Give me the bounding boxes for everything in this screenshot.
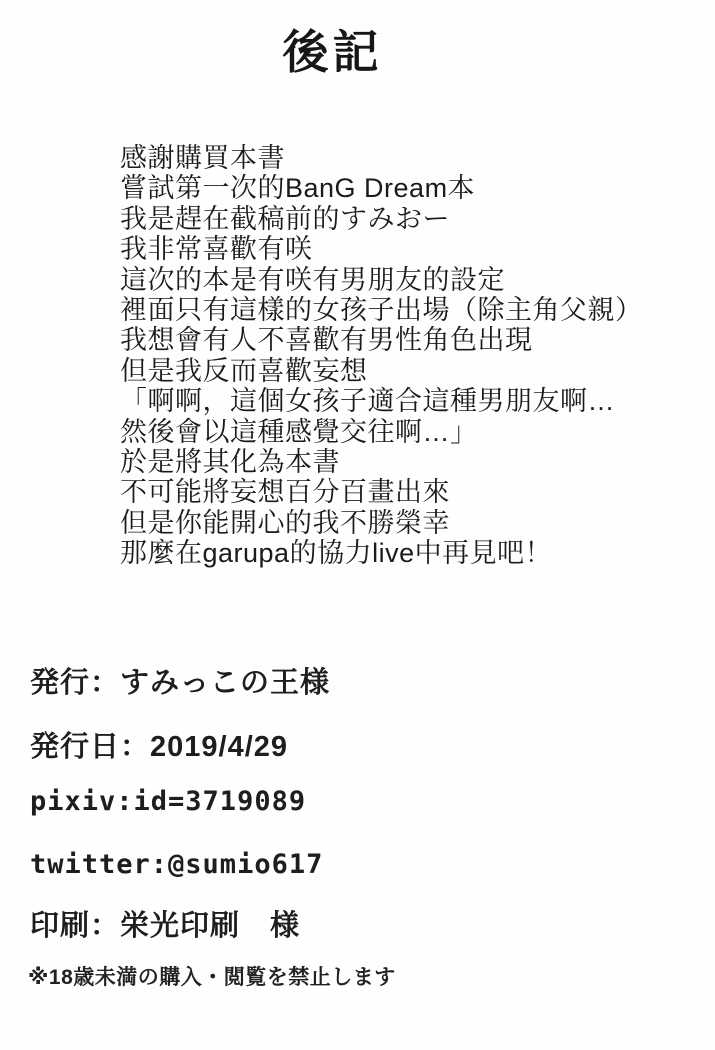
afterword-line: 那麼在garupa的協力live中再見吧！ [120,538,553,569]
afterword-line: 我非常喜歡有咲 [120,234,313,265]
publisher-line: 発行：すみっこの王様 [30,667,331,699]
afterword-line: 但是我反而喜歡妄想 [120,355,368,386]
age-disclaimer: ※18歳未満の購入・閲覧を禁止します [28,966,396,989]
afterword-line: 我想會有人不喜歡有男性角色出現 [120,325,533,356]
twitter-handle-line: twitter:@sumio617 [30,849,324,880]
afterword-line: 嘗試第一次的BanG Dream本 [120,173,476,204]
page-title: 後記 [282,26,383,78]
afterword-line: 我是趕在截稿前的すみおー [120,203,450,234]
publish-date-line: 発行日：2019/4/29 [30,731,289,763]
afterword-line: 感謝購買本書 [120,143,285,173]
afterword-line: 但是你能開心的我不勝榮幸 [120,507,450,538]
afterword-line: 不可能將妄想百分百畫出來 [120,477,450,508]
pixiv-id-line: pixiv:id=3719089 [30,786,307,817]
afterword-line: 然後會以這種感覺交往啊…」 [120,416,478,447]
printer-line: 印刷：栄光印刷 様 [30,910,301,942]
afterword-text [120,143,680,569]
afterword-line: 於是將其化為本書 [120,447,340,478]
afterword-line: 這次的本是有咲有男朋友的設定 [120,264,505,295]
afterword-line: 「啊啊，這個女孩子適合這種男朋友啊… [120,386,615,417]
afterword-line: 裡面只有這樣的女孩子出場（除主角父親） [120,295,643,326]
